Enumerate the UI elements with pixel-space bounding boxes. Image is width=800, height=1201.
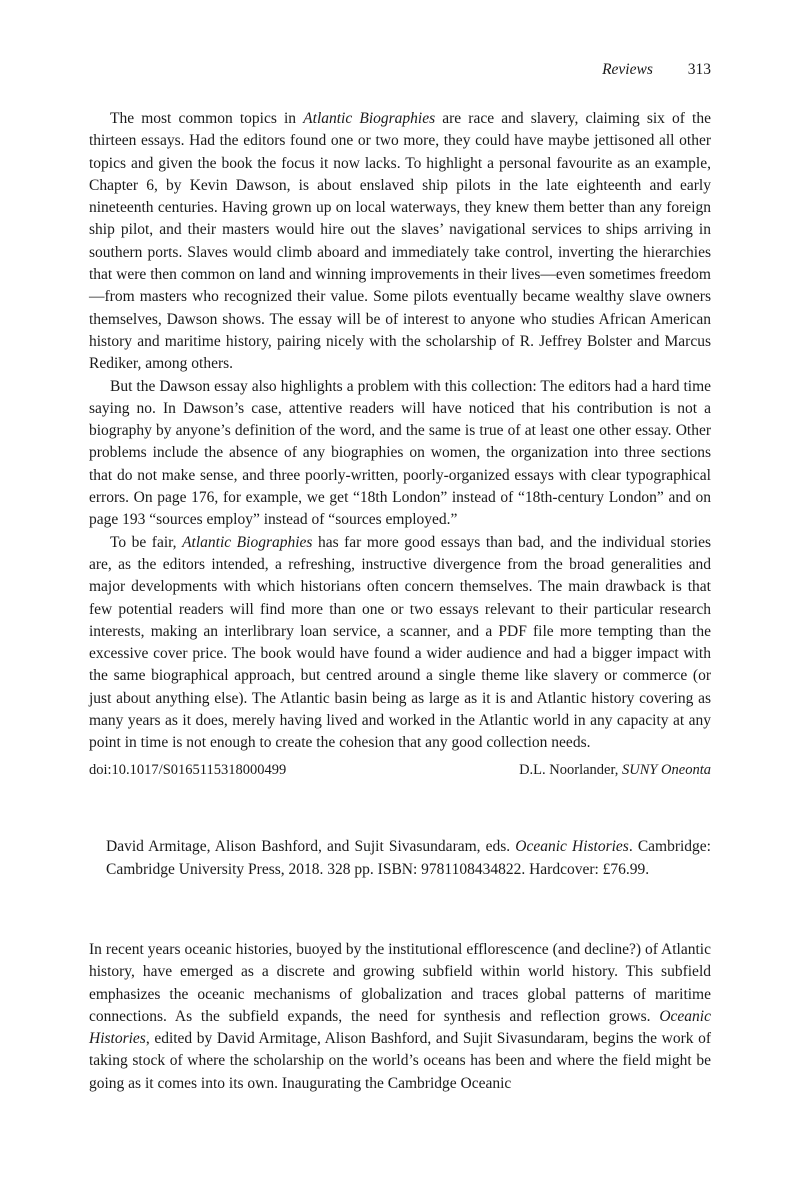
book-title: Atlantic Biographies bbox=[303, 110, 436, 127]
book-title: Oceanic Histories bbox=[515, 838, 629, 855]
section-title: Reviews bbox=[602, 61, 653, 78]
review-2-citation: David Armitage, Alison Bashford, and Sujit Sivasundaram, eds. Oceanic Histories. Cambridge: Cambridge University Press, 2018. 328 pp. ISBN: 9781108434822. Hardcover: £76.99. bbox=[106, 838, 711, 878]
reviewer-signature: D.L. Noorlander, SUNY Oneonta bbox=[519, 762, 711, 778]
review-1-paragraph-3: To be fair, Atlantic Biographies has far more good essays than bad, and the individual stories are, as the editors intended, a refreshing, instructive divergence from the broad generalities and major developments with which historians often concern themselves. The main drawback is that few potential readers will find more than one or two essays relevant to their particular research interests, making an interlibrary loan service, a scanner, and a PDF file more tempting than the excessive cover price. The book would have found a wider audience and had a bigger impact with the same biographical approach, but centred around a single theme like slavery or commerce (or just about anything else). The Atlantic basin being as large as it is and Atlantic history covering as many years as it does, merely having lived and worked in the Atlantic world in any capacity at any point in time is not enough to create the cohesion that any good collection needs. bbox=[89, 533, 711, 752]
doi: doi:10.1017/S0165115318000499 bbox=[89, 762, 287, 778]
review-2-body bbox=[89, 939, 711, 1095]
book-title: Atlantic Biographies bbox=[182, 533, 313, 551]
reviewer-affiliation: SUNY Oneonta bbox=[621, 762, 711, 778]
review-2-paragraph-1: In recent years oceanic histories, buoyed by the institutional efflorescence (and decline?) of Atlantic history, have emerged as a discrete and growing subfield within world history. This subfield emphasizes the oceanic mechanisms of globalization and traces global patterns of maritime connections. As the subfield expands, the need for synthesis and reflection grows. Oceanic Histories, edited by David Armitage, Alison Bashford, and Sujit Sivasundaram, begins the work of taking stock of where the scholarship on the world’s oceans has been and where the field might be going as it comes into its own. Inaugurating the Cambridge Oceanic bbox=[89, 941, 711, 1092]
review-1-paragraph-1: The most common topics in Atlantic Biographies are race and slavery, claiming six of the thirteen essays. Had the editors found one or two more, they could have maybe jettisoned all other topics and given the book the focus it now lacks. To highlight a personal favourite as an example, Chapter 6, by Kevin Dawson, is about enslaved ship pilots in the late eighteenth and early nineteenth centuries. Having grown up on local waterways, they knew them better than any foreign ship pilot, and their masters would hire out the slaves’ navigational services to ships arriving in southern ports. Slaves would climb aboard and immediately take control, inverting the hierarchies that were then common on land and winning improvements in their lives—even sometimes freedom—from masters who recognized their value. Some pilots eventually became wealthy slave owners themselves, Dawson shows. The essay will be of interest to anyone who studies African American history and maritime history, pairing nicely with the scholarship of R. Jeffrey Bolster and Marcus Rediker, among others. bbox=[89, 110, 711, 373]
review-1-footer bbox=[89, 762, 711, 779]
page-number: 313 bbox=[687, 61, 711, 78]
book-title: Oceanic Histories bbox=[89, 1007, 711, 1048]
running-header bbox=[602, 61, 711, 79]
review-1-paragraph-2: But the Dawson essay also highlights a problem with this collection: The editors had a hard time saying no. In Dawson’s case, attentive readers will have noticed that his contribution is not a biography by anyone’s definition of the word, and the same is true of at least one other essay. Other problems include the absence of any biographies on women, the organization into three sections that do not make sense, and three poorly-written, poorly-organized essays with clear typographical errors. On page 176, for example, we get “18th London” instead of “18th-century London” and on page 193 “sources employ” instead of “sources employed.” bbox=[89, 377, 711, 529]
review-1-body bbox=[89, 108, 711, 755]
